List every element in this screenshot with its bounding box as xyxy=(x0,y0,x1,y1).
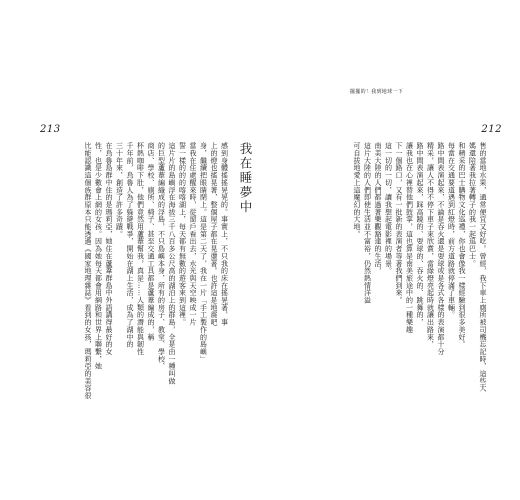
text-column: 每當在交通要道遇到紅燈時，前方道路就停滿了車輛。 xyxy=(447,142,456,319)
text-column: 這一切的一切，讓我想起電影裡的場景。 xyxy=(384,142,393,275)
text-column: 誓一樣的的的喀喀湖上，每天都有無數的遊客來到這裡。 xyxy=(178,142,187,326)
text-column: 感到身體搖搖晃晃的。事實上，不只我的床在搖晃著，事 xyxy=(220,142,229,326)
text-column: 媽還陪著我拉著轉子的我一起追巴士。 xyxy=(468,142,477,267)
text-column: 杯熱咖啡下肚，他們竟然用蘆葦幫我，真是……人類的潛能與韌性 xyxy=(136,142,145,356)
text-column: 這片片的島嶼浮在海拔三千八百多公尺高的湖泊上的群島，全是由一種叫做 xyxy=(168,142,176,385)
text-column: 的巨型蘆葦編織成的浮島，不只島嶼本身，所有的房子、教堂、學校、 xyxy=(157,142,166,370)
page-number-left: 213 xyxy=(40,124,61,135)
text-column: 下一個路口，又有一批新的表演者等著我們到來。 xyxy=(395,142,403,304)
text-column: 在烏魯島群中住的是瑪莉亞，她住在蘆葦群島中外語講得最好的女 xyxy=(105,142,113,356)
text-column: 上的燈也搖晃著，整個屋子都在晃盪著。也許這是地震吧 xyxy=(210,142,218,326)
left-text-block xyxy=(70,142,252,430)
text-column: 比能認識這個族群原本只能透過《國家地理雜誌》看到的女孩，瑪莉亞的美容很 xyxy=(84,142,92,400)
right-text-block xyxy=(260,142,486,430)
chapter-heading: 我在睡夢中 xyxy=(238,142,253,215)
text-column: 路中間表演起來，不論是吞火還是耍球或是各式各樣的表演都十分 xyxy=(437,142,445,356)
text-column: 身，繼續把眼睛閉上。這是第二天了，我在一片「手工製作的島嶼」 xyxy=(199,142,208,363)
running-head: 擺擺的！我到地球一下 xyxy=(350,89,404,95)
heading-block xyxy=(231,142,252,430)
text-column: 可自拔地愛上這魔幻的大地。 xyxy=(353,142,361,238)
text-column: 這片大陸的人們即使生活並不富裕，仍然熱情洋溢 xyxy=(363,142,372,304)
text-column: 和精采的巴士購物文化巡禮，你也會像我一樣經驗到很多美好。 xyxy=(458,142,466,348)
right-page xyxy=(260,0,520,500)
text-column: 三十年來，創造了許多奇蹟。 xyxy=(115,142,124,238)
text-column: 性，也是少數會上網的女孩。因為她每天都會用網路和世界上聯繫，她 xyxy=(94,142,103,370)
text-column: 售的當地水果，通常便宜又好吃。曾經，我下車上廁所被司機忘記時，這些大 xyxy=(479,142,487,392)
text-column: 精采，讓人不得不停下車子來欣賞，當綠燈亮起時就讓出路來， xyxy=(426,142,435,348)
text-column: 路中間表演起來，踩高蹺的、耍球的、吞火的、跳舞的， xyxy=(416,142,424,326)
page-number-right: 212 xyxy=(481,124,502,135)
text-column: 商店、學校、廁所、椅子、甚至交通工具都是蘆葦編成的，稱 xyxy=(147,142,155,341)
text-column: 當我在住處醒來時，從窗戶看出去，水光與天空映成一片 xyxy=(189,142,197,326)
text-column: 讓我也在心裡替他們鼓掌，這也算是南美旅途中的一種樂趣 xyxy=(405,142,414,334)
text-column: 南美大陸的人們都過著樂觀豁達的生活， xyxy=(374,142,382,275)
text-column: 千年前，烏魯人為了躲避戰爭，開始在湖上生活，成為了湖中的 xyxy=(126,142,134,348)
